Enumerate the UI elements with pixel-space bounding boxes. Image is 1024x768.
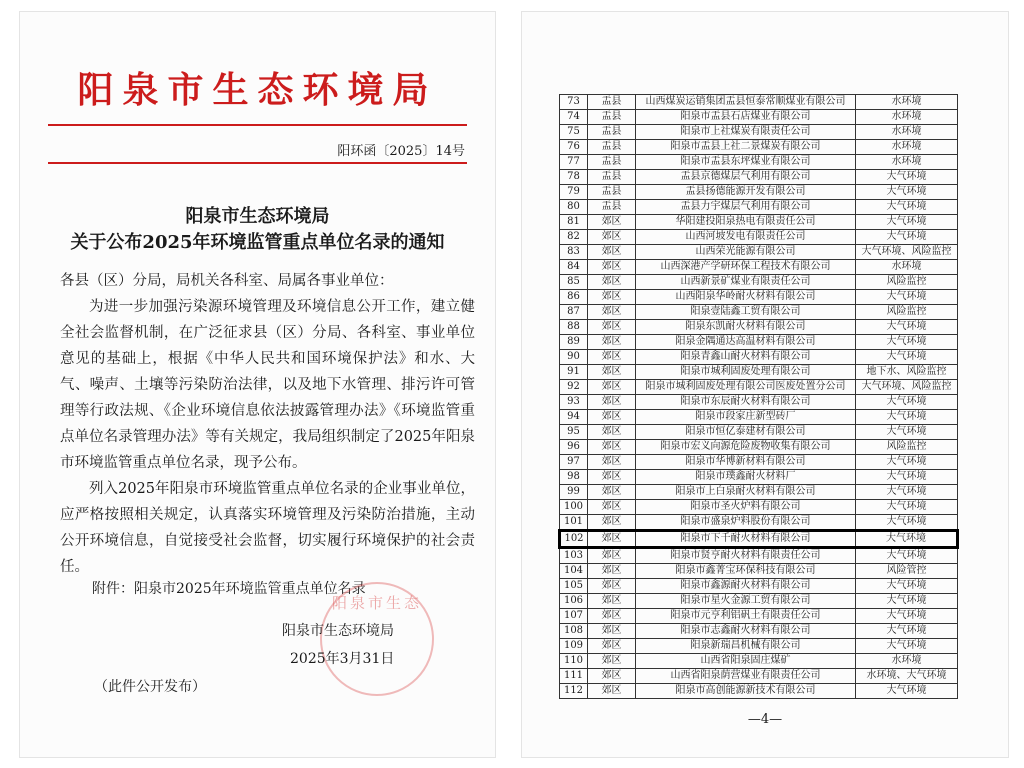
roster-page: [522, 12, 1008, 757]
cell-unit-name: 阳泉市恒亿泰建材有限公司: [636, 425, 856, 440]
cell-category: 大气环境: [856, 320, 958, 335]
table-row: [560, 425, 958, 440]
cell-category: 大气环境: [856, 350, 958, 365]
cell-category: 大气环境: [856, 470, 958, 485]
cell-category: 水环境: [856, 654, 958, 669]
cell-unit-name: 山西省阳泉固庄煤矿: [636, 654, 856, 669]
cell-county: 郊区: [588, 624, 636, 639]
cell-county: 郊区: [588, 245, 636, 260]
cell-number: 83: [560, 245, 588, 260]
cell-county: 郊区: [588, 395, 636, 410]
notice-title-line2: 关于公布2025年环境监管重点单位名录的通知: [70, 232, 445, 253]
cell-unit-name: 阳泉市盂县东坪煤业有限公司: [636, 155, 856, 170]
cell-number: 77: [560, 155, 588, 170]
cell-number: 88: [560, 320, 588, 335]
cell-county: 郊区: [588, 564, 636, 579]
cell-number: 94: [560, 410, 588, 425]
cell-number: 91: [560, 365, 588, 380]
cell-county: 郊区: [588, 290, 636, 305]
cell-unit-name: 阳泉壹陆鑫工贸有限公司: [636, 305, 856, 320]
paragraph-1: 为进一步加强污染源环境管理及环境信息公开工作，建立健全社会监督机制，在广泛征求县（区）分局、各科室、事业单位意见的基础上，根据《中华人民共和国环境保护法》和水、大气、噪声、土壤等污染防治法律，以及地下水管理、排污许可管理等行政法规、《企业环境信息依法披露管理办法》《环境监管重点单位名录管理办法》等有关规定，我局组织制定了2025年阳泉市环境监管重点单位名录，现予公布。: [60, 299, 475, 471]
notice-title-line1: 阳泉市生态环境局: [185, 206, 330, 227]
cell-number: 99: [560, 485, 588, 500]
cell-number: 111: [560, 669, 588, 684]
cell-category: 大气环境: [856, 335, 958, 350]
cell-county: 郊区: [588, 455, 636, 470]
cell-category: 大气环境: [856, 579, 958, 594]
table-row: [560, 564, 958, 579]
table-row: [560, 140, 958, 155]
cell-unit-name: 阳泉市盛泉炉料股份有限公司: [636, 515, 856, 531]
notice-page: [20, 12, 495, 757]
table-row: [560, 350, 958, 365]
cell-number: 103: [560, 548, 588, 564]
cell-number: 105: [560, 579, 588, 594]
cell-number: 108: [560, 624, 588, 639]
cell-county: 郊区: [588, 365, 636, 380]
cell-category: 大气环境: [856, 624, 958, 639]
cell-county: 郊区: [588, 230, 636, 245]
cell-category: 大气环境、风险监控: [856, 245, 958, 260]
table-row: [560, 335, 958, 350]
cell-category: 大气环境: [856, 594, 958, 609]
cell-county: 郊区: [588, 609, 636, 624]
cell-category: 大气环境: [856, 455, 958, 470]
cell-category: 大气环境: [856, 485, 958, 500]
table-row: [560, 500, 958, 515]
cell-category: 大气环境: [856, 290, 958, 305]
cell-unit-name: 阳泉市星火金源工贸有限公司: [636, 594, 856, 609]
cell-county: 盂县: [588, 155, 636, 170]
cell-category: 大气环境: [856, 170, 958, 185]
table-row: [560, 440, 958, 455]
cell-number: 98: [560, 470, 588, 485]
cell-unit-name: 盂县京德煤层气利用有限公司: [636, 170, 856, 185]
cell-unit-name: 阳泉市城利固废处理有限公司医废处置分公司: [636, 380, 856, 395]
table-row: [560, 410, 958, 425]
table-row: [560, 155, 958, 170]
cell-unit-name: 阳泉市鑫菁宝环保科技有限公司: [636, 564, 856, 579]
cell-category: 大气环境: [856, 200, 958, 215]
cell-category: 水环境: [856, 125, 958, 140]
cell-county: 郊区: [588, 470, 636, 485]
cell-unit-name: 阳泉市盂县石店煤业有限公司: [636, 110, 856, 125]
table-row: [560, 395, 958, 410]
table-row: [560, 230, 958, 245]
cell-category: 大气环境: [856, 531, 958, 548]
cell-unit-name: 阳泉市圣火炉料有限公司: [636, 500, 856, 515]
table-row: [560, 290, 958, 305]
cell-number: 76: [560, 140, 588, 155]
table-row: [560, 531, 958, 548]
cell-unit-name: 阳泉新瑞昌机械有限公司: [636, 639, 856, 654]
cell-number: 74: [560, 110, 588, 125]
cell-number: 84: [560, 260, 588, 275]
cell-number: 110: [560, 654, 588, 669]
cell-category: 大气环境: [856, 230, 958, 245]
cell-number: 75: [560, 125, 588, 140]
salutation: 各县（区）分局，局机关各科室、局属各事业单位：: [60, 273, 394, 289]
cell-county: 郊区: [588, 275, 636, 290]
cell-unit-name: 华阳建投阳泉热电有限责任公司: [636, 215, 856, 230]
cell-number: 87: [560, 305, 588, 320]
cell-category: 水环境: [856, 260, 958, 275]
cell-number: 79: [560, 185, 588, 200]
table-row: [560, 200, 958, 215]
notice-body: [60, 268, 475, 580]
table-row: [560, 305, 958, 320]
red-rule-bottom: [48, 162, 467, 164]
cell-county: 郊区: [588, 485, 636, 500]
cell-category: 大气环境: [856, 410, 958, 425]
table-row: [560, 485, 958, 500]
cell-county: 盂县: [588, 125, 636, 140]
cell-category: 水环境、大气环境: [856, 669, 958, 684]
cell-number: 78: [560, 170, 588, 185]
table-row: [560, 275, 958, 290]
cell-unit-name: 阳泉市贤亨耐火材料有限责任公司: [636, 548, 856, 564]
cell-unit-name: 阳泉东凯耐火材料有限公司: [636, 320, 856, 335]
cell-category: 大气环境: [856, 548, 958, 564]
cell-number: 81: [560, 215, 588, 230]
cell-unit-name: 阳泉市段家庄新型砖厂: [636, 410, 856, 425]
cell-county: 郊区: [588, 669, 636, 684]
table-row: [560, 515, 958, 531]
cell-county: 盂县: [588, 170, 636, 185]
table-row: [560, 594, 958, 609]
table-row: [560, 470, 958, 485]
cell-category: 水环境: [856, 110, 958, 125]
cell-county: 盂县: [588, 95, 636, 110]
cell-number: 106: [560, 594, 588, 609]
cell-county: 郊区: [588, 579, 636, 594]
cell-unit-name: 山西河坡发电有限责任公司: [636, 230, 856, 245]
cell-county: 郊区: [588, 548, 636, 564]
cell-unit-name: 山西新景矿煤业有限责任公司: [636, 275, 856, 290]
cell-unit-name: 山西煤炭运销集团盂县恒泰常顺煤业有限公司: [636, 95, 856, 110]
cell-unit-name: 阳泉市宏义向源危险废物收集有限公司: [636, 440, 856, 455]
cell-category: 大气环境: [856, 515, 958, 531]
cell-unit-name: 阳泉市盂县上社二景煤炭有限公司: [636, 140, 856, 155]
cell-unit-name: 山西阳泉华岭耐火材料有限公司: [636, 290, 856, 305]
cell-category: 大气环境: [856, 500, 958, 515]
cell-category: 大气环境: [856, 395, 958, 410]
cell-unit-name: 阳泉市华博新材料有限公司: [636, 455, 856, 470]
cell-category: 大气环境: [856, 215, 958, 230]
cell-county: 郊区: [588, 215, 636, 230]
cell-county: 郊区: [588, 380, 636, 395]
cell-category: 水环境: [856, 95, 958, 110]
table-row: [560, 260, 958, 275]
cell-unit-name: 阳泉市志鑫耐火材料有限公司: [636, 624, 856, 639]
cell-unit-name: 山西荣光能源有限公司: [636, 245, 856, 260]
cell-unit-name: 阳泉市上白泉耐火材料有限公司: [636, 485, 856, 500]
cell-county: 郊区: [588, 440, 636, 455]
cell-county: 郊区: [588, 335, 636, 350]
table-row: [560, 609, 958, 624]
table-row: [560, 548, 958, 564]
cell-unit-name: 盂县力宇煤层气利用有限公司: [636, 200, 856, 215]
cell-category: 大气环境、风险监控: [856, 380, 958, 395]
cell-number: 109: [560, 639, 588, 654]
cell-county: 郊区: [588, 594, 636, 609]
cell-number: 92: [560, 380, 588, 395]
cell-county: 盂县: [588, 185, 636, 200]
cell-county: 郊区: [588, 260, 636, 275]
cell-number: 80: [560, 200, 588, 215]
cell-unit-name: 阳泉市上社煤炭有限责任公司: [636, 125, 856, 140]
cell-number: 82: [560, 230, 588, 245]
cell-number: 100: [560, 500, 588, 515]
table-row: [560, 684, 958, 699]
cell-category: 大气环境: [856, 609, 958, 624]
cell-unit-name: 山西深港产学研环保工程技术有限公司: [636, 260, 856, 275]
table-row: [560, 624, 958, 639]
cell-county: 郊区: [588, 410, 636, 425]
table-row: [560, 320, 958, 335]
cell-county: 盂县: [588, 140, 636, 155]
table-row: [560, 455, 958, 470]
table-row: [560, 215, 958, 230]
cell-county: 郊区: [588, 425, 636, 440]
publish-note: （此件公开发布）: [94, 679, 206, 695]
cell-unit-name: 阳泉市元亨利铝矾土有限责任公司: [636, 609, 856, 624]
signature: 阳泉市生态环境局: [282, 623, 394, 639]
cell-county: 盂县: [588, 200, 636, 215]
roster-table: [558, 94, 959, 699]
cell-number: 96: [560, 440, 588, 455]
table-row: [560, 110, 958, 125]
red-rule-top: [48, 124, 467, 126]
cell-county: 郊区: [588, 320, 636, 335]
page-number: —4—: [747, 712, 783, 727]
table-row: [560, 95, 958, 110]
cell-category: 风险监控: [856, 305, 958, 320]
table-row: [560, 185, 958, 200]
cell-number: 89: [560, 335, 588, 350]
cell-category: 地下水、风险监控: [856, 365, 958, 380]
cell-number: 107: [560, 609, 588, 624]
cell-county: 郊区: [588, 500, 636, 515]
cell-unit-name: 阳泉青鑫山耐火材料有限公司: [636, 350, 856, 365]
cell-number: 101: [560, 515, 588, 531]
cell-unit-name: 阳泉市璞鑫耐火材料厂: [636, 470, 856, 485]
cell-county: 郊区: [588, 350, 636, 365]
cell-number: 95: [560, 425, 588, 440]
cell-category: 水环境: [856, 155, 958, 170]
cell-number: 93: [560, 395, 588, 410]
table-row: [560, 654, 958, 669]
seal-text: 阳泉市生态: [331, 594, 422, 612]
cell-unit-name: 阳泉市城利固废处理有限公司: [636, 365, 856, 380]
cell-county: 盂县: [588, 110, 636, 125]
table-row: [560, 365, 958, 380]
cell-county: 郊区: [588, 305, 636, 320]
document-number: 阳环函〔2025〕14号: [337, 144, 465, 159]
table-row: [560, 669, 958, 684]
cell-unit-name: 阳泉市东辰耐火材料有限公司: [636, 395, 856, 410]
cell-number: 104: [560, 564, 588, 579]
cell-number: 97: [560, 455, 588, 470]
cell-category: 大气环境: [856, 639, 958, 654]
cell-county: 郊区: [588, 639, 636, 654]
cell-number: 85: [560, 275, 588, 290]
cell-county: 郊区: [588, 515, 636, 531]
cell-number: 102: [560, 531, 588, 548]
attachment-line: 附件：阳泉市2025年环境监管重点单位名录: [92, 581, 366, 597]
cell-category: 风险监控: [856, 275, 958, 290]
cell-unit-name: 阳泉市鑫源耐火材料有限公司: [636, 579, 856, 594]
cell-number: 112: [560, 684, 588, 699]
cell-number: 73: [560, 95, 588, 110]
table-row: [560, 380, 958, 395]
table-row: [560, 579, 958, 594]
table-row: [560, 125, 958, 140]
roster-table-body: [560, 95, 958, 699]
cell-category: 风险管控: [856, 564, 958, 579]
signature-date: 2025年3月31日: [290, 651, 395, 667]
cell-category: 大气环境: [856, 684, 958, 699]
cell-number: 86: [560, 290, 588, 305]
cell-number: 90: [560, 350, 588, 365]
cell-category: 水环境: [856, 140, 958, 155]
cell-county: 郊区: [588, 531, 636, 548]
cell-unit-name: 山西省阳泉荫营煤业有限责任公司: [636, 669, 856, 684]
cell-category: 大气环境: [856, 425, 958, 440]
red-header-title: 阳泉市生态环境局: [77, 69, 438, 111]
cell-unit-name: 阳泉市下千耐火材料有限公司: [636, 531, 856, 548]
table-row: [560, 639, 958, 654]
table-row: [560, 170, 958, 185]
cell-unit-name: 阳泉市高创能源新技术有限公司: [636, 684, 856, 699]
cell-county: 郊区: [588, 684, 636, 699]
table-row: [560, 245, 958, 260]
cell-category: 风险监控: [856, 440, 958, 455]
cell-unit-name: 阳泉金隅通达高温材料有限公司: [636, 335, 856, 350]
cell-category: 大气环境: [856, 185, 958, 200]
cell-unit-name: 盂县扬德能源开发有限公司: [636, 185, 856, 200]
cell-county: 郊区: [588, 654, 636, 669]
paragraph-2: 列入2025年阳泉市环境监管重点单位名录的企业事业单位，应严格按照相关规定，认真落实环境管理及污染防治措施，主动公开环境信息，自觉接受社会监督，切实履行环境保护的社会责任。: [60, 481, 475, 575]
